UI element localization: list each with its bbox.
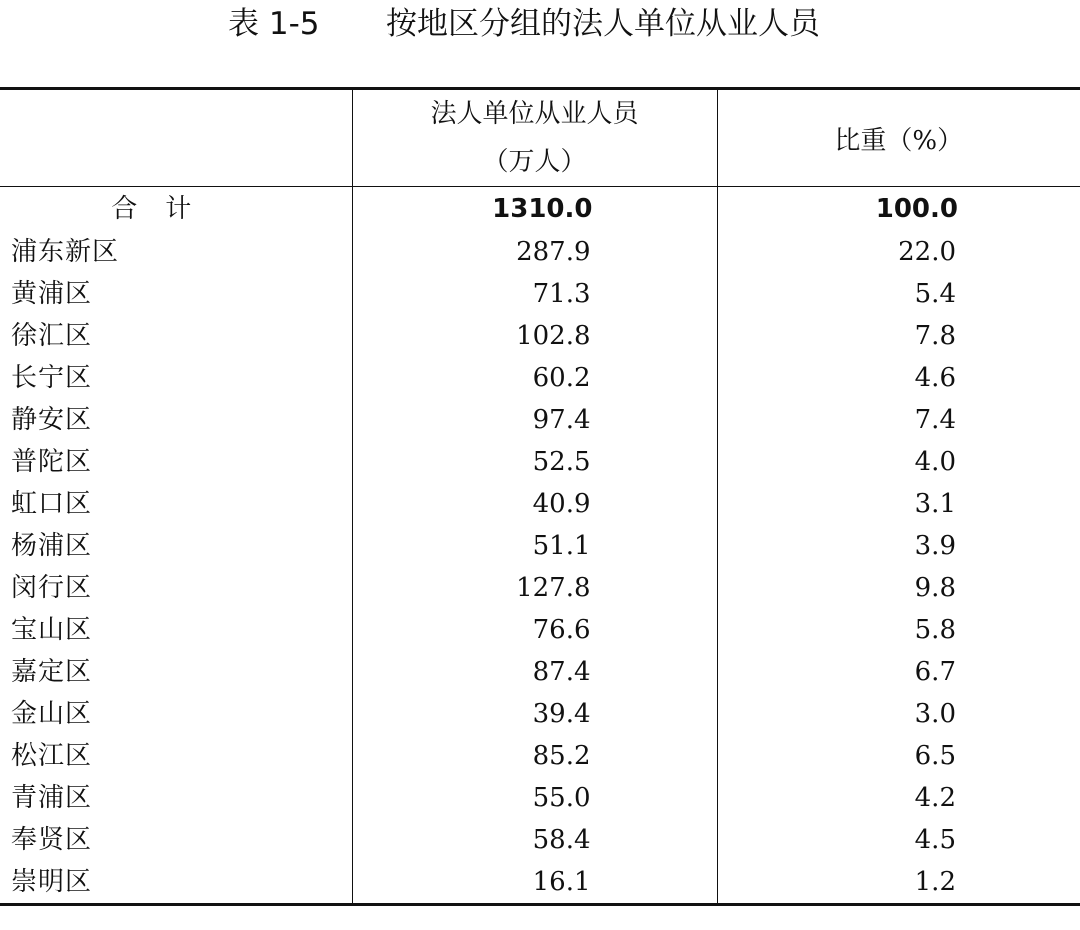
employees-cell: 102.8 <box>352 315 717 357</box>
share-cell: 7.8 <box>914 321 956 351</box>
total-label: 合 计 <box>0 187 352 232</box>
table-row <box>0 357 1080 399</box>
employees-cell: 76.6 <box>352 609 717 651</box>
employees-cell: 60.2 <box>352 357 717 399</box>
employees-cell: 52.5 <box>352 441 717 483</box>
table-name: 按地区分组的法人单位从业人员 <box>386 6 820 42</box>
region-cell: 金山区 <box>0 693 352 735</box>
region-header <box>0 89 352 187</box>
share-cell: 7.4 <box>914 405 956 435</box>
share-cell: 4.2 <box>914 783 956 813</box>
employees-cell: 127.8 <box>352 567 717 609</box>
employees-cell: 39.4 <box>352 693 717 735</box>
employees-header-label: 法人单位从业人员 <box>430 99 639 129</box>
region-cell: 闵行区 <box>0 567 352 609</box>
share-cell: 3.1 <box>914 489 956 519</box>
region-cell: 浦东新区 <box>0 231 352 273</box>
table-row <box>0 861 1080 905</box>
table-row <box>0 315 1080 357</box>
table-row <box>0 231 1080 273</box>
region-cell: 崇明区 <box>0 861 352 905</box>
employees-cell: 40.9 <box>352 483 717 525</box>
table-row <box>0 819 1080 861</box>
employees-cell: 16.1 <box>352 861 717 905</box>
employees-cell: 97.4 <box>352 399 717 441</box>
table-row <box>0 525 1080 567</box>
table-row <box>0 735 1080 777</box>
region-cell: 静安区 <box>0 399 352 441</box>
table-row <box>0 441 1080 483</box>
share-cell: 5.4 <box>914 279 956 309</box>
share-cell: 9.8 <box>914 573 956 603</box>
region-cell: 松江区 <box>0 735 352 777</box>
total-row <box>0 187 1080 232</box>
employees-header-unit: （万人） <box>482 147 587 177</box>
region-cell: 嘉定区 <box>0 651 352 693</box>
total-share: 100.0 <box>875 194 958 224</box>
total-employees: 1310.0 <box>352 187 717 232</box>
region-cell: 青浦区 <box>0 777 352 819</box>
region-cell: 黄浦区 <box>0 273 352 315</box>
region-cell: 杨浦区 <box>0 525 352 567</box>
share-cell: 4.6 <box>914 363 956 393</box>
table-row <box>0 399 1080 441</box>
region-cell: 奉贤区 <box>0 819 352 861</box>
region-cell: 虹口区 <box>0 483 352 525</box>
employees-cell: 71.3 <box>352 273 717 315</box>
share-cell: 4.0 <box>914 447 956 477</box>
employees-cell: 287.9 <box>352 231 717 273</box>
share-cell: 1.2 <box>914 867 956 897</box>
share-cell: 5.8 <box>914 615 956 645</box>
employees-cell: 87.4 <box>352 651 717 693</box>
region-cell: 普陀区 <box>0 441 352 483</box>
share-header: 比重（%） <box>717 89 1080 187</box>
table-row <box>0 693 1080 735</box>
region-cell: 宝山区 <box>0 609 352 651</box>
table-row <box>0 777 1080 819</box>
share-cell: 22.0 <box>898 237 956 267</box>
share-cell: 3.0 <box>914 699 956 729</box>
employees-cell: 51.1 <box>352 525 717 567</box>
header-row <box>0 89 1080 187</box>
region-employment-table <box>0 87 1080 906</box>
share-cell: 4.5 <box>914 825 956 855</box>
employees-header <box>352 89 717 187</box>
employees-cell: 58.4 <box>352 819 717 861</box>
table-row <box>0 567 1080 609</box>
table-number: 表 1-5 <box>228 6 320 42</box>
table-row <box>0 483 1080 525</box>
share-cell: 3.9 <box>914 531 956 561</box>
table-row <box>0 651 1080 693</box>
region-cell: 长宁区 <box>0 357 352 399</box>
share-cell: 6.7 <box>914 657 956 687</box>
table-row <box>0 609 1080 651</box>
share-cell: 6.5 <box>914 741 956 771</box>
employees-cell: 55.0 <box>352 777 717 819</box>
employees-cell: 85.2 <box>352 735 717 777</box>
region-cell: 徐汇区 <box>0 315 352 357</box>
table-row <box>0 273 1080 315</box>
table-title <box>0 2 1080 46</box>
